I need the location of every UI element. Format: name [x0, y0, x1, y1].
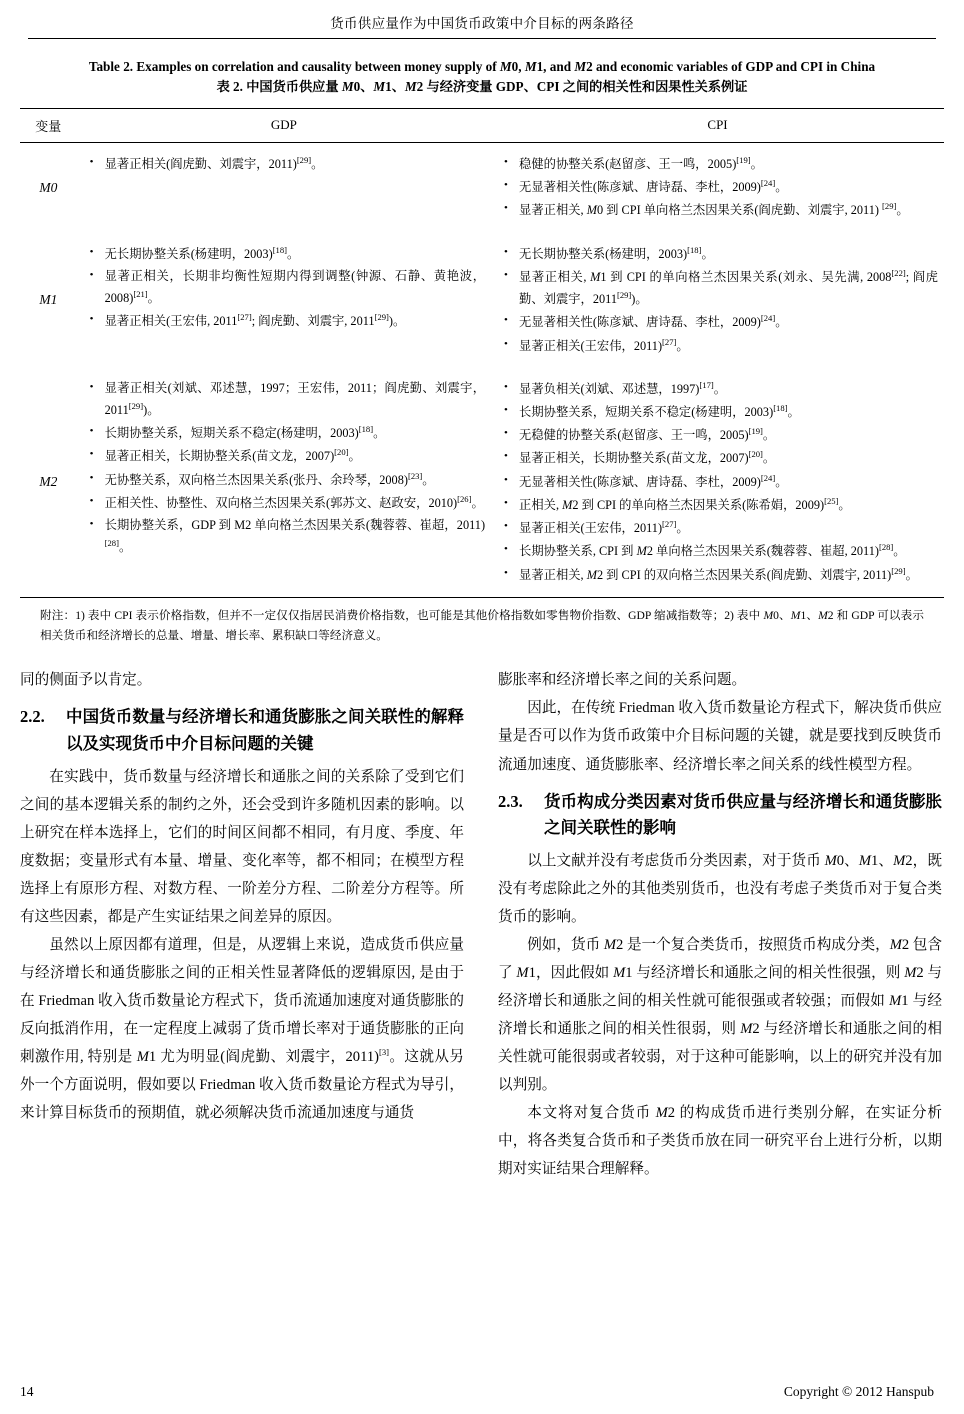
table-caption-en: Table 2. Examples on correlation and causality between money supply of M0, M1, and M2 and economic variables of GDP and CPI in China — [88, 59, 876, 74]
section-heading-2-2 — [20, 704, 464, 757]
table-row — [20, 142, 944, 232]
list-item: • 显著正相关(王宏伟, 2011[27]; 阎虎勤、刘震宇, 2011[29])。 — [105, 310, 485, 332]
section-number: 2.3. — [498, 791, 523, 811]
list-item: • 无协整关系，双向格兰杰因果关系(张丹、余玲琴，2008)[23]。 — [105, 469, 485, 491]
col-header-variable: 变量 — [20, 108, 77, 142]
table-block — [20, 57, 944, 646]
list-item: • 稳健的协整关系(赵留彦、王一鸣，2005)[19]。 — [519, 153, 938, 175]
section-number: 2.2. — [20, 707, 45, 727]
list-item: • 无长期协整关系(杨建明，2003)[18]。 — [519, 243, 938, 265]
row-label: M0 — [39, 179, 58, 195]
col-header-cpi: CPI — [491, 108, 944, 142]
list-item: • 显著正相关，长期协整关系(苗文龙，2007)[20]。 — [519, 447, 938, 469]
list-item: • 显著正相关(刘斌、邓述慧，1997；王宏伟，2011；阎虎勤、刘震宇，2011[29])。 — [105, 378, 485, 421]
list-item: • 显著正相关(阎虎勤、刘震宇，2011)[29]。 — [105, 153, 485, 175]
cell-cpi — [491, 142, 944, 232]
row-label: M2 — [20, 368, 77, 598]
cell-gdp — [77, 142, 491, 232]
table-header-row — [20, 108, 944, 142]
list-item: • 长期协整关系，短期关系不稳定(杨建明，2003)[18]。 — [105, 422, 485, 444]
body-columns — [20, 666, 944, 1183]
page-footer — [0, 1384, 964, 1400]
page-number: 14 — [20, 1384, 34, 1399]
list-item: • 无显著相关性(陈彦斌、唐诗磊、李杜，2009)[24]。 — [519, 471, 938, 493]
correlation-table — [20, 108, 944, 598]
paragraph: 虽然以上原因都有道理，但是，从逻辑上来说，造成货币供应量与经济增长和通货膨胀之间的正相关性显著降低的逻辑原因, 是由于在 Friedman 收入货币数量论方程式下，货币流通加速度对通货膨胀的反向抵消作用，在一定程度上减弱了货币增长率对于通货膨胀的正向刺激作用, 特别是 M1 尤为明显(阎虎勤、刘震宇，2011)[3]。这就从另外一个方面说明，假如要以 Friedman 收入货币数量论方程式为导引，来计算目标货币的预期值，就必须解决货币流通加速度与通货 — [20, 937, 464, 1122]
copyright: Copyright © 2012 Hanspub — [783, 1384, 934, 1399]
right-column — [498, 666, 942, 1183]
table-caption-cn: 表 2. 中国货币供应量 M0、M1、M2 与经济变量 GDP、CPI 之间的相关性和因果性关系例证 — [216, 79, 748, 95]
list-item: • 无稳健的协整关系(赵留彦、王一鸣，2005)[19]。 — [519, 424, 938, 446]
paragraph-continued: 同的侧面予以肯定。 — [20, 672, 152, 689]
list-item: • 显著正相关, M0 到 CPI 单向格兰杰因果关系(阎虎勤、刘震宇, 2011) [29]。 — [519, 199, 938, 221]
list-item: • 长期协整关系, CPI 到 M2 单向格兰杰因果关系(魏蓉蓉、崔超, 2011)[28]。 — [519, 540, 938, 562]
list-item: • 正相关性、协整性、双向格兰杰因果关系(郭苏文、赵政安，2010)[26]。 — [105, 492, 485, 514]
list-item: • 正相关, M2 到 CPI 的单向格兰杰因果关系(陈希娟，2009)[25]。 — [519, 494, 938, 516]
col-header-gdp: GDP — [77, 108, 491, 142]
running-head: 货币供应量作为中国货币政策中介目标的两条路径 — [330, 16, 634, 31]
table-row — [20, 233, 944, 368]
list-item: • 无长期协整关系(杨建明，2003)[18]。 — [105, 243, 485, 265]
table-caption — [20, 57, 944, 98]
list-item: • 无显著相关性(陈彦斌、唐诗磊、李杜，2009)[24]。 — [519, 176, 938, 198]
list-item: • 无显著相关性(陈彦斌、唐诗磊、李杜，2009)[24]。 — [519, 311, 938, 333]
cell-gdp — [77, 233, 491, 368]
list-item: • 显著正相关(王宏伟，2011)[27]。 — [519, 517, 938, 539]
section-heading-2-3 — [498, 789, 942, 842]
cell-gdp — [77, 368, 491, 598]
paragraph: 例如，货币 M2 是一个复合类货币，按照货币构成分类，M2 包含了 M1，因此假如 M1 与经济增长和通胀之间的相关性很强，则 M2 与经济增长和通胀之间的相关性就可能很强或者较强；而假如 M1 与经济增长和通胀之间的相关性很弱，则 M2 与经济增长和通胀之间的相关性就可能很弱或者较弱，对于这种可能影响，以上的研究并没有加以判别。 — [498, 937, 942, 1094]
paragraph: 在实践中，货币数量与经济增长和通胀之间的关系除了受到它们之间的基本逻辑关系的制约之外，还会受到许多随机因素的影响。以上研究在样本选择上，它们的时间区间都不相同，有月度、季度、年度数据；变量形式有本量、增量、变化率等，都不相同；在模型方程选择上有原形方程、对数方程、一阶差分方程、二阶差分方程等。所有这些因素，都是产生实证结果之间差异的原因。 — [20, 769, 464, 926]
paragraph: 以上文献并没有考虑货币分类因素，对于货币 M0、M1、M2，既没有考虑除此之外的其他类别货币，也没有考虑子类货币对于复合类货币的影响。 — [498, 853, 942, 926]
table-row — [20, 368, 944, 598]
list-item: • 显著正相关, M1 到 CPI 的单向格兰杰因果关系(刘永、吴先满, 2008[22]; 阎虎勤、刘震宇，2011[29])。 — [519, 266, 938, 310]
cell-cpi — [491, 233, 944, 368]
section-title: 货币构成分类因素对货币供应量与经济增长和通货膨胀之间关联性的影响 — [544, 791, 942, 837]
list-item: • 显著正相关, M2 到 CPI 的双向格兰杰因果关系(阎虎勤、刘震宇, 2011)[29]。 — [519, 564, 938, 586]
left-column — [20, 666, 464, 1183]
list-item: • 显著正相关，长期协整关系(苗文龙，2007)[20]。 — [105, 445, 485, 467]
row-label: M1 — [39, 292, 58, 308]
list-item: • 长期协整关系，短期关系不稳定(杨建明，2003)[18]。 — [519, 401, 938, 423]
table-body — [20, 142, 944, 597]
list-item: • 显著正相关(王宏伟，2011)[27]。 — [519, 335, 938, 357]
table-note: 附注：1) 表中 CPI 表示价格指数，但并不一定仅仅指居民消费价格指数，也可能是其他价格指数如零售物价指数、GDP 缩减指数等；2) 表中 M0、M1、M2 和 GDP 可以表示相关货币和经济增长的总量、增量、增长率、累积缺口等经济意义。 — [40, 608, 924, 643]
list-item: • 显著正相关，长期非均衡性短期内得到调整(钟源、石静、黄艳波，2008)[21]。 — [105, 266, 485, 309]
cell-cpi — [491, 368, 944, 598]
list-item: • 长期协整关系，GDP 到 M2 单向格兰杰因果关系(魏蓉蓉、崔超，2011)[28]。 — [105, 515, 485, 558]
paragraph: 本文将对复合货币 M2 的构成货币进行类别分解，在实证分析中，将各类复合货币和子类货币放在同一研究平台上进行分析，以期期对实证结果合理解释。 — [498, 1105, 942, 1178]
list-item: • 显著负相关(刘斌、邓述慧，1997)[17]。 — [519, 378, 938, 400]
paragraph-continued: 膨胀率和经济增长率之间的关系问题。 — [498, 672, 747, 689]
paragraph: 因此，在传统 Friedman 收入货币数量论方程式下，解决货币供应量是否可以作为货币政策中介目标问题的关键，就是要找到反映货币流通加速度、通货膨胀率、经济增长率之间关系的线性模型方程。 — [498, 700, 942, 773]
section-title: 中国货币数量与经济增长和通货膨胀之间关联性的解释以及实现货币中介目标问题的关键 — [66, 707, 464, 753]
header-rule — [28, 38, 936, 39]
